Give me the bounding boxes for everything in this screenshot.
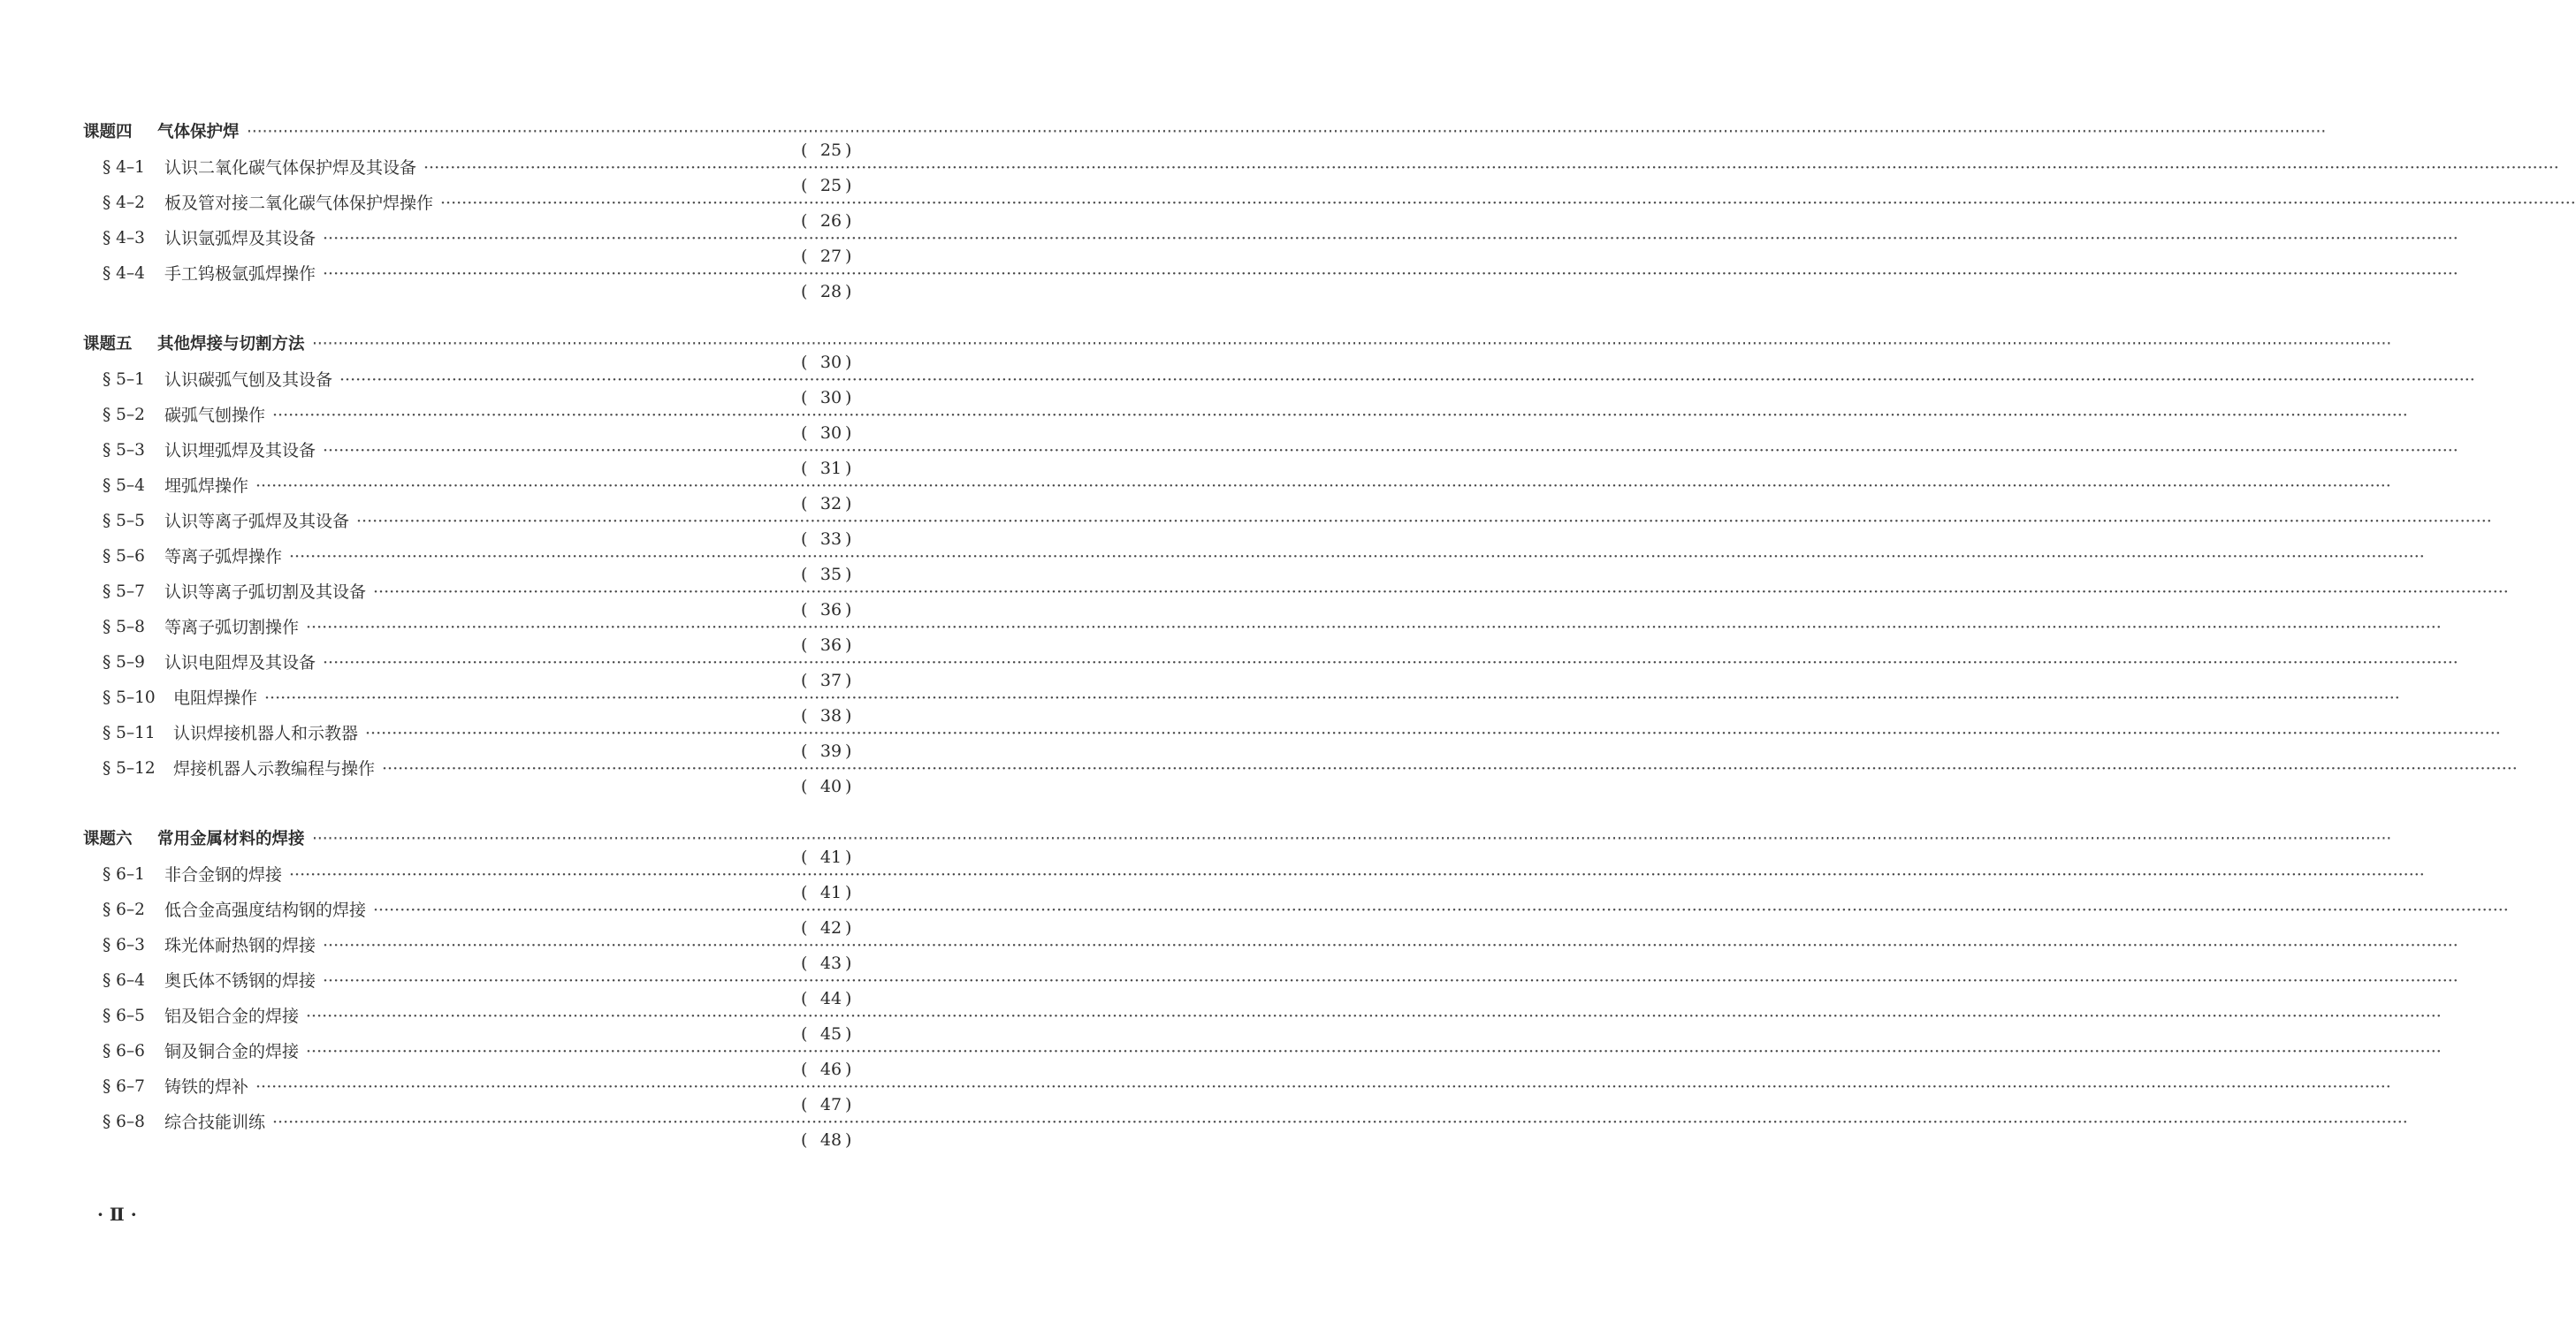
dot-leader: ················································································································································································································································································································································································································ xyxy=(440,194,2576,213)
dot-leader: ················································································································································································································································································································································································································ xyxy=(289,547,2425,566)
dot-leader: ················································································································································································································································································································································································································ xyxy=(323,653,2458,673)
toc-section-row[interactable]: § 6–8 综合技能训练 ················································································································································································································································································································································································································ ( 48 ) xyxy=(0,1105,942,1140)
section-title: 铜及铜合金的焊接 xyxy=(164,1042,300,1061)
section-title: 等离子弧焊操作 xyxy=(164,547,283,566)
section-title: 认识二氧化碳气体保护焊及其设备 xyxy=(164,158,417,178)
section-number: § 5–8 xyxy=(103,618,145,636)
chapter-label: 课题六 xyxy=(83,830,133,848)
page-number: 32 xyxy=(819,494,842,513)
section-title: 认识等离子弧切割及其设备 xyxy=(164,582,367,602)
section-number: § 5–4 xyxy=(103,476,145,495)
section-title: 认识埋弧焊及其设备 xyxy=(164,441,316,460)
section-number: § 5–1 xyxy=(103,370,145,389)
page-number: 43 xyxy=(819,954,842,973)
section-number: § 5–9 xyxy=(103,653,145,672)
chapter-title: 其他焊接与切割方法 xyxy=(157,335,305,354)
dot-leader: ················································································································································································································································································································································································································ xyxy=(306,1007,2442,1026)
toc-section-row[interactable]: § 6–4 奥氏体不锈钢的焊接 ················································································································································································································································································································································································································ ( 44 ) xyxy=(0,963,942,999)
toc-section-row[interactable]: § 5–12 焊接机器人示教编程与操作 ················································································································································································································································································································································································································ ( 40 ) xyxy=(0,751,942,787)
dot-leader: ················································································································································································································································································································································································································ xyxy=(272,406,2408,425)
section-number: § 5–2 xyxy=(103,406,145,424)
page-number: 39 xyxy=(819,741,842,761)
section-title: 奥氏体不锈钢的焊接 xyxy=(164,971,316,991)
section-number: § 5–12 xyxy=(103,759,156,778)
toc-section-row[interactable]: § 5–6 等离子弧焊操作 ················································································································································································································································································································································································································ ( 35 ) xyxy=(0,539,942,574)
dot-leader: ················································································································································································································································································································································································································ xyxy=(306,1042,2442,1061)
section-title: 认识焊接机器人和示教器 xyxy=(173,724,359,743)
page-number-footer: · Ⅱ · xyxy=(97,1204,137,1225)
page-number: 41 xyxy=(819,883,842,902)
toc-section-row[interactable]: § 5–1 认识碳弧气刨及其设备 ················································································································································································································································································································································································································ ( 30 ) xyxy=(0,362,942,398)
section-title: 低合金高强度结构钢的焊接 xyxy=(164,901,367,920)
page-number: 36 xyxy=(819,635,842,655)
page-number: 28 xyxy=(819,282,842,301)
section-title: 认识等离子弧焊及其设备 xyxy=(164,512,350,531)
page-number: 44 xyxy=(819,989,842,1008)
section-title: 非合金钢的焊接 xyxy=(164,865,283,885)
dot-leader: ················································································································································································································································································································································································································ xyxy=(339,370,2475,390)
section-title: 碳弧气刨操作 xyxy=(164,406,266,425)
toc-section-row[interactable]: § 4–1 认识二氧化碳气体保护焊及其设备 ················································································································································································································································································································································································································ ( 25 ) xyxy=(0,150,942,186)
dot-leader: ················································································································································································································································································································································································································ xyxy=(323,441,2458,460)
section-number: § 5–11 xyxy=(103,724,156,742)
page-number: 26 xyxy=(819,211,842,231)
section-number: § 5–5 xyxy=(103,512,145,530)
section-number: § 5–7 xyxy=(103,582,145,601)
section-title: 综合技能训练 xyxy=(164,1113,266,1132)
section-number: § 6–8 xyxy=(103,1113,145,1131)
section-number: § 6–5 xyxy=(103,1007,145,1025)
toc-section-row[interactable]: § 5–9 认识电阻焊及其设备 ················································································································································································································································································································································································································ ( 37 ) xyxy=(0,645,942,681)
section-title: 埋弧焊操作 xyxy=(164,476,249,496)
dot-leader: ················································································································································································································································································································································································································ xyxy=(255,1077,2391,1097)
section-title: 珠光体耐热钢的焊接 xyxy=(164,936,316,955)
dot-leader: ················································································································································································································································································································································································································ xyxy=(323,936,2458,955)
page-number: 45 xyxy=(819,1024,842,1044)
toc-section-row[interactable]: § 5–10 电阻焊操作 ················································································································································································································································································································································································································ ( 38 ) xyxy=(0,681,942,716)
dot-leader: ················································································································································································································································································································································································································ xyxy=(423,158,2559,178)
page-number: 30 xyxy=(819,423,842,443)
section-title: 板及管对接二氧化碳气体保护焊操作 xyxy=(164,194,434,213)
section-number: § 6–1 xyxy=(103,865,145,884)
dot-leader: ················································································································································································································································································································································································································ xyxy=(373,901,2509,920)
chapter-title: 常用金属材料的焊接 xyxy=(157,830,305,848)
page-number: 38 xyxy=(819,706,842,726)
section-number: § 5–10 xyxy=(103,688,156,707)
page-number: 27 xyxy=(819,247,842,266)
page-number: 30 xyxy=(819,388,842,407)
section-title: 手工钨极氩弧焊操作 xyxy=(164,264,316,284)
toc-section-row[interactable]: § 6–5 铝及铝合金的焊接 ················································································································································································································································································································································································································ ( 45 ) xyxy=(0,999,942,1034)
section-title: 铸铁的焊补 xyxy=(164,1077,249,1097)
dot-leader: ················································································································································································································································································································································································································ xyxy=(272,1113,2408,1132)
toc-section-row[interactable]: § 5–11 认识焊接机器人和示教器 ················································································································································································································································································································································································································ ( 39 ) xyxy=(0,716,942,751)
dot-leader: ················································································································································································································································································································································································································ xyxy=(289,865,2425,885)
toc-section-row[interactable]: § 6–3 珠光体耐热钢的焊接 ················································································································································································································································································································································································································ ( 43 ) xyxy=(0,928,942,963)
section-number: § 4–3 xyxy=(103,229,145,247)
section-number: § 4–2 xyxy=(103,194,145,212)
toc-section-row[interactable]: § 5–8 等离子弧切割操作 ················································································································································································································································································································································································································ ( 36 ) xyxy=(0,610,942,645)
dot-leader: ················································································································································································································································································································································································································ xyxy=(247,123,2327,141)
section-title: 认识电阻焊及其设备 xyxy=(164,653,316,673)
section-title: 铝及铝合金的焊接 xyxy=(164,1007,300,1026)
chapter-title: 气体保护焊 xyxy=(157,123,240,141)
section-title: 认识碳弧气刨及其设备 xyxy=(164,370,333,390)
page-number: 33 xyxy=(819,529,842,549)
section-number: § 5–3 xyxy=(103,441,145,460)
page-number: 35 xyxy=(819,565,842,584)
section-number: § 6–4 xyxy=(103,971,145,990)
page-number: 37 xyxy=(819,671,842,690)
page-number: 40 xyxy=(819,777,842,796)
section-title: 等离子弧切割操作 xyxy=(164,618,300,637)
toc-section-row[interactable]: § 6–7 铸铁的焊补 ················································································································································································································································································································································································································ ( 47 ) xyxy=(0,1069,942,1105)
table-of-contents xyxy=(0,115,2576,1150)
dot-leader: ················································································································································································································································································································································································································ xyxy=(323,229,2458,248)
toc-section-row[interactable]: § 5–2 碳弧气刨操作 ················································································································································································································································································································································································································ ( 30 ) xyxy=(0,398,942,433)
toc-chapter-row[interactable]: 课题五 其他焊接与切割方法 ················································································································································································································································································································································································································ ( 30 ) xyxy=(0,327,942,362)
page-number: 25 xyxy=(819,141,842,160)
toc-section-row[interactable]: § 6–6 铜及铜合金的焊接 ················································································································································································································································································································································································································ ( 46 ) xyxy=(0,1034,942,1069)
page-number: 36 xyxy=(819,600,842,620)
toc-section-row[interactable]: § 5–3 认识埋弧焊及其设备 ················································································································································································································································································································································································································ ( 31 ) xyxy=(0,433,942,468)
toc-chapter-row[interactable]: 课题六 常用金属材料的焊接 ················································································································································································································································································································································································································ ( 41 ) xyxy=(0,822,942,857)
page-number: 25 xyxy=(819,176,842,195)
chapter-label: 课题四 xyxy=(83,123,133,141)
section-number: § 6–7 xyxy=(103,1077,145,1096)
toc-section-row[interactable]: § 4–4 手工钨极氩弧焊操作 ················································································································································································································································································································································································································ ( 28 ) xyxy=(0,256,942,292)
page-number: 41 xyxy=(819,848,842,867)
toc-section-row[interactable]: § 5–7 认识等离子弧切割及其设备 ················································································································································································································································································································································································································ ( 36 ) xyxy=(0,574,942,610)
dot-leader: ················································································································································································································································································································································································································ xyxy=(323,971,2458,991)
dot-leader: ················································································································································································································································································································································································································ xyxy=(255,476,2391,496)
section-number: § 4–1 xyxy=(103,158,145,177)
section-title: 焊接机器人示教编程与操作 xyxy=(173,759,376,779)
toc-section-row[interactable]: § 6–1 非合金钢的焊接 ················································································································································································································································································································································································································ ( 41 ) xyxy=(0,857,942,893)
dot-leader: ················································································································································································································································································································································································································ xyxy=(356,512,2492,531)
section-number: § 6–2 xyxy=(103,901,145,919)
page-number: 46 xyxy=(819,1060,842,1079)
dot-leader: ················································································································································································································································································································································································································ xyxy=(312,335,2392,354)
dot-leader: ················································································································································································································································································································································································································ xyxy=(312,830,2392,848)
section-title: 认识氩弧焊及其设备 xyxy=(164,229,316,248)
dot-leader: ················································································································································································································································································································································································································ xyxy=(365,724,2501,743)
dot-leader: ················································································································································································································································································································································································································ xyxy=(323,264,2458,284)
toc-section-row[interactable]: § 5–4 埋弧焊操作 ················································································································································································································································································································································································································ ( 32 ) xyxy=(0,468,942,504)
toc-section-row[interactable]: § 6–2 低合金高强度结构钢的焊接 ················································································································································································································································································································································································································ ( 42 ) xyxy=(0,893,942,928)
toc-section-row[interactable]: § 4–3 认识氩弧焊及其设备 ················································································································································································································································································································································································································ ( 27 ) xyxy=(0,221,942,256)
section-number: § 5–6 xyxy=(103,547,145,566)
section-number: § 6–3 xyxy=(103,936,145,954)
toc-section-row[interactable]: § 5–5 认识等离子弧焊及其设备 ················································································································································································································································································································································································································ ( 33 ) xyxy=(0,504,942,539)
dot-leader: ················································································································································································································································································································································································································ xyxy=(382,759,2518,779)
toc-chapter-row[interactable]: 课题四 气体保护焊 ················································································································································································································································································································································································································ ( 25 ) xyxy=(0,115,942,150)
dot-leader: ················································································································································································································································································································································································································ xyxy=(264,688,2400,708)
page-number: 48 xyxy=(819,1130,842,1150)
page-number: 42 xyxy=(819,918,842,938)
toc-section-row[interactable]: § 4–2 板及管对接二氧化碳气体保护焊操作 ················································································································································································································································································································································································································ ( 26 ) xyxy=(0,186,942,221)
page-number: 31 xyxy=(819,459,842,478)
page-number: 47 xyxy=(819,1095,842,1114)
chapter-label: 课题五 xyxy=(83,335,133,354)
dot-leader: ················································································································································································································································································································································································································ xyxy=(373,582,2509,602)
section-title: 电阻焊操作 xyxy=(173,688,258,708)
dot-leader: ················································································································································································································································································································································································································ xyxy=(306,618,2442,637)
page-number: 30 xyxy=(819,353,842,372)
section-number: § 6–6 xyxy=(103,1042,145,1061)
section-number: § 4–4 xyxy=(103,264,145,283)
